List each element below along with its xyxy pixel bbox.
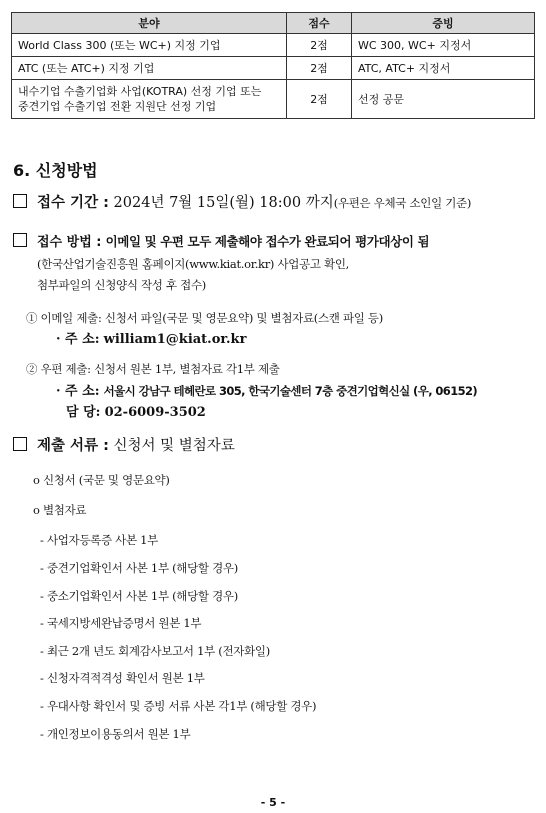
section-title: 6. 신청방법 xyxy=(13,161,98,180)
method-label: 접수 방법 : xyxy=(37,235,102,250)
sub-list-item: - 중견기업확인서 사본 1부 (해당할 경우) xyxy=(40,561,238,575)
post-address-label: · 주 소: xyxy=(56,384,100,399)
docs-label: 제출 서류 : xyxy=(37,438,109,454)
cell-proof: ATC, ATC+ 지정서 xyxy=(352,57,535,80)
docs-line xyxy=(13,437,235,455)
contact-label: 담 당: xyxy=(66,405,101,420)
checkbox-icon xyxy=(13,437,27,451)
sub-list-item: - 최근 2개 년도 회계감사보고서 1부 (전자화일) xyxy=(40,644,270,658)
sub-list-item: - 사업자등록증 사본 1부 xyxy=(40,533,158,547)
email-address: william1@kiat.or.kr xyxy=(103,332,247,347)
post-submission: ② 우편 제출: 신청서 원본 1부, 별첨자료 각1부 제출 xyxy=(26,362,280,376)
cell-field-line: 중견기업 수출기업 전환 지원단 선정 기업 xyxy=(18,100,217,113)
docs-value: 신청서 및 별첨자료 xyxy=(113,438,235,454)
cell-score: 2점 xyxy=(287,34,352,57)
header-score: 점수 xyxy=(287,13,352,34)
checkbox-icon xyxy=(13,233,27,247)
table-row xyxy=(12,57,535,80)
method-value: 이메일 및 우편 모두 제출해야 접수가 완료되어 평가대상이 됨 xyxy=(105,234,430,249)
cell-field xyxy=(12,80,287,119)
period-value: 2024년 7월 15일(월) 18:00 까지 xyxy=(113,195,334,211)
period-label: 접수 기간 : xyxy=(37,195,109,211)
email-address-label: · 주 소: xyxy=(56,332,100,347)
period-line xyxy=(13,194,471,212)
email-address-line xyxy=(56,331,246,349)
criteria-table xyxy=(11,12,535,119)
table-row xyxy=(12,80,535,119)
method-note-1: (한국산업기술진흥원 홈페이지(www.kiat.or.kr) 사업공고 확인, xyxy=(37,257,350,271)
list-item: o 별첨자료 xyxy=(33,503,87,517)
cell-field-line: 내수기업 수출기업화 사업(KOTRA) 선정 기업 또는 xyxy=(18,85,262,98)
header-field: 분야 xyxy=(12,13,287,34)
table-row xyxy=(12,34,535,57)
post-address-line xyxy=(56,382,477,401)
list-item: o 신청서 (국문 및 영문요약) xyxy=(33,473,170,487)
email-submission: ① 이메일 제출: 신청서 파일(국문 및 영문요약) 및 별첨자료(스캔 파일 등) xyxy=(26,311,383,325)
table-header-row xyxy=(12,13,535,34)
cell-field: World Class 300 (또는 WC+) 지정 기업 xyxy=(12,34,287,57)
sub-list-item: - 우대사항 확인서 및 증빙 서류 사본 각1부 (해당할 경우) xyxy=(40,699,317,713)
page-number: - 5 - xyxy=(260,796,286,809)
contact-line xyxy=(66,404,206,422)
post-address: 서울시 강남구 테헤란로 305, 한국기술센터 7층 중견기업혁신실 (우, 06152) xyxy=(103,384,478,398)
contact-phone: 02-6009-3502 xyxy=(104,405,206,420)
checkbox-icon xyxy=(13,194,27,208)
sub-list-item: - 중소기업확인서 사본 1부 (해당할 경우) xyxy=(40,589,238,603)
cell-field: ATC (또는 ATC+) 지정 기업 xyxy=(12,57,287,80)
cell-proof: WC 300, WC+ 지정서 xyxy=(352,34,535,57)
method-line xyxy=(13,233,429,252)
sub-list-item: - 국세지방세완납증명서 원본 1부 xyxy=(40,616,202,630)
cell-proof: 선정 공문 xyxy=(352,80,535,119)
sub-list-item: - 신청자격적격성 확인서 원본 1부 xyxy=(40,671,205,685)
cell-score: 2점 xyxy=(287,80,352,119)
header-proof: 증빙 xyxy=(352,13,535,34)
cell-score: 2점 xyxy=(287,57,352,80)
method-note-2: 첨부파일의 신청양식 작성 후 접수) xyxy=(37,278,206,292)
period-note: (우편은 우체국 소인일 기준) xyxy=(333,196,472,210)
sub-list-item: - 개인정보이용동의서 원본 1부 xyxy=(40,727,191,741)
